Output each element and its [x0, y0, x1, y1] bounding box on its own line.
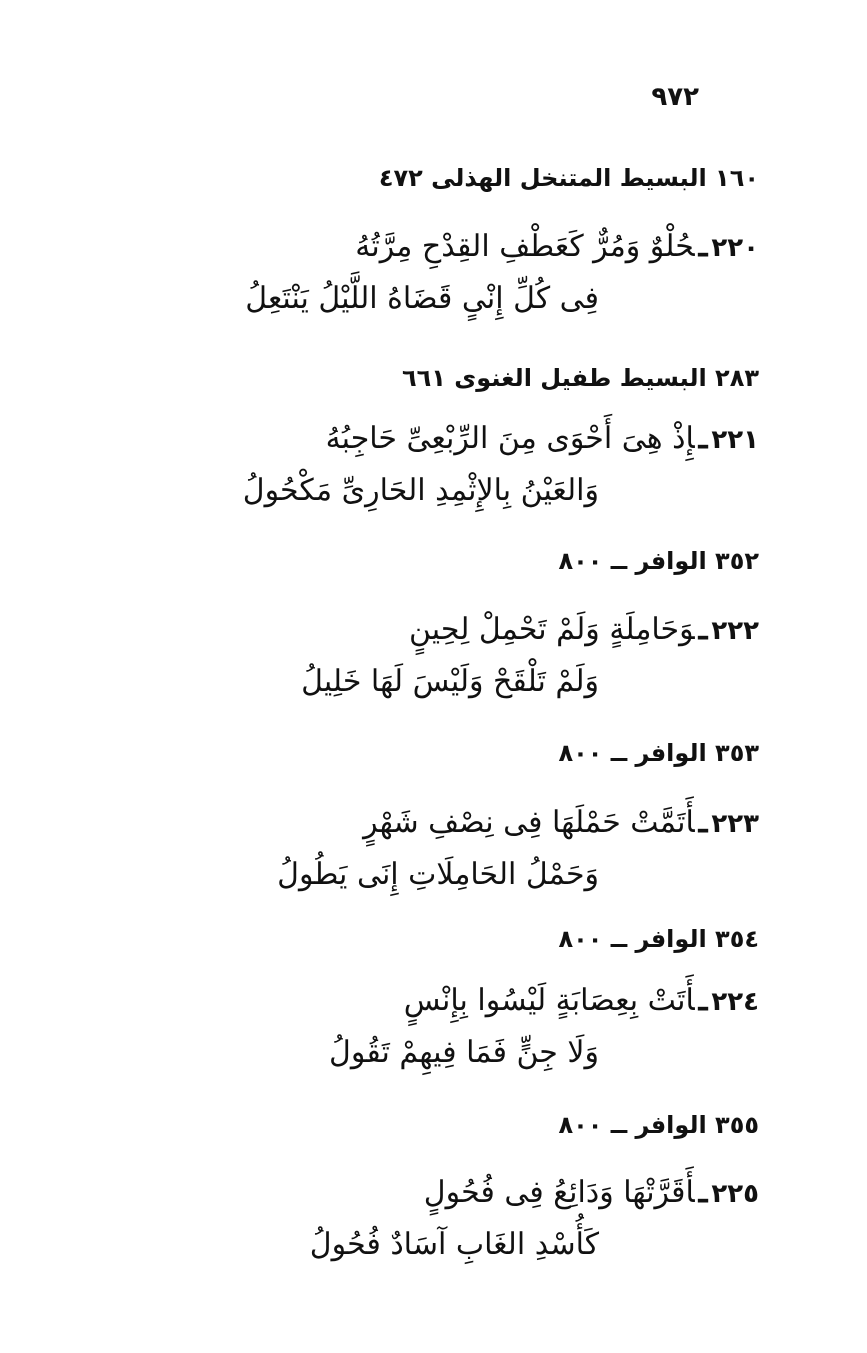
verse-line-first	[199, 612, 759, 647]
verse-text: أَقَرَّتْهَا وَدَائِعُ فِى فُحُولٍ	[423, 1175, 695, 1210]
verse-text: أَتَتْ بِعِصَابَةٍ لَيْسُوا بِإِنْسٍ	[403, 983, 695, 1018]
verse-meta: ٣٥٥ الوافر ــ ٨٠٠	[558, 1111, 759, 1139]
verse-number: ٢٢٢	[711, 616, 759, 646]
verse-number: ٢٢٤	[711, 987, 759, 1017]
verse-line-second: وَلَمْ تَلْقَحْ وَلَيْسَ لَهَا خَلِيلُ	[301, 664, 599, 699]
verse	[199, 229, 759, 316]
verse-line-first	[199, 1175, 759, 1210]
verse-text: حُلْوٌ وَمُرٌّ كَعَطْفِ القِدْحِ مِرَّتُهُ	[355, 229, 695, 264]
verse-dash: ـ	[698, 612, 708, 647]
verse-line-first	[199, 229, 759, 264]
verse-dash: ـ	[698, 1175, 708, 1210]
verse-text: وَحَامِلَةٍ وَلَمْ تَحْمِلْ لِحِينٍ	[408, 612, 695, 647]
verse-number: ٢٢٥	[711, 1179, 759, 1209]
verse-meta: ٣٥٣ الوافر ــ ٨٠٠	[558, 739, 759, 767]
verse-line-second: وَالعَيْنُ بِالإِثْمِدِ الحَارِىِّ مَكْحُولُ	[242, 473, 599, 508]
verse-line-first	[199, 421, 759, 456]
verse-number: ٢٢٣	[711, 809, 759, 839]
verse-meta: ٢٨٣ البسيط طفيل الغنوى ٦٦١	[401, 364, 759, 392]
verse	[199, 421, 759, 508]
verse	[199, 805, 759, 892]
verse-meta: ١٦٠ البسيط المتنخل الهذلى ٤٧٢	[378, 164, 759, 192]
verse	[199, 612, 759, 699]
verse-meta: ٣٥٢ الوافر ــ ٨٠٠	[558, 547, 759, 575]
verse	[199, 983, 759, 1070]
verse-line-first	[199, 983, 759, 1018]
verse-line-second: فِى كُلِّ إِنْىٍ قَضَاهُ اللَّيْلُ يَنْتَعِلُ	[245, 281, 599, 316]
verse-text: إِذْ هِىَ أَحْوَى مِنَ الرِّبْعِىِّ حَاجِبُهُ	[325, 421, 695, 456]
verse-line-first	[199, 805, 759, 840]
verse	[199, 1175, 759, 1262]
verse-dash: ـ	[698, 229, 708, 264]
verse-line-second: وَحَمْلُ الحَامِلَاتِ إِنَى يَطُولُ	[277, 857, 599, 892]
page-number: ٩٧٢	[651, 82, 699, 112]
verse-dash: ـ	[698, 983, 708, 1018]
verse-text: أَتَمَّتْ حَمْلَهَا فِى نِصْفِ شَهْرٍ	[363, 805, 695, 840]
verse-dash: ـ	[698, 805, 708, 840]
verse-number: ٢٢٠	[711, 233, 759, 263]
verse-line-second: كَأُسْدِ الغَابِ آسَادٌ فُحُولُ	[309, 1227, 599, 1262]
verse-meta: ٣٥٤ الوافر ــ ٨٠٠	[558, 925, 759, 953]
verse-number: ٢٢١	[711, 425, 759, 455]
verse-dash: ـ	[698, 421, 708, 456]
verse-line-second: وَلَا جِنٍّ فَمَا فِيهِمْ تَقُولُ	[329, 1035, 599, 1070]
